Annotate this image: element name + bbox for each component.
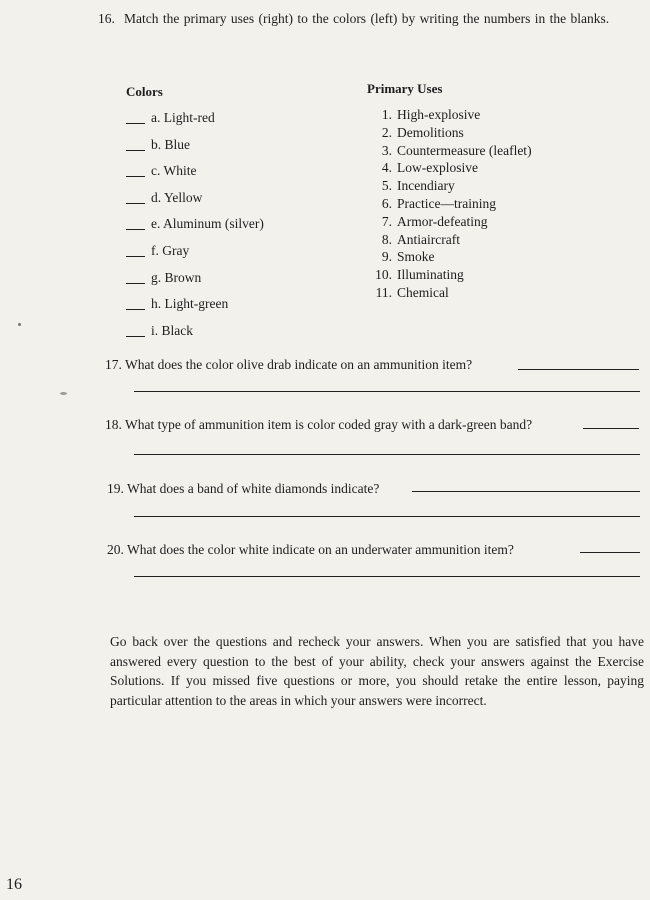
question-16-number: 16. xyxy=(98,11,115,26)
color-label-e: e. Aluminum (silver) xyxy=(151,216,264,232)
answer-line-17a[interactable] xyxy=(518,369,639,370)
answer-blank-i[interactable] xyxy=(126,336,145,337)
answer-blank-b[interactable] xyxy=(126,150,145,151)
use-item-7: 7. Armor-defeating xyxy=(381,213,488,229)
answer-blank-g[interactable] xyxy=(126,283,145,284)
answer-blank-f[interactable] xyxy=(126,256,145,257)
color-label-f: f. Gray xyxy=(151,242,190,258)
question-19 xyxy=(107,481,379,497)
answer-line-19a[interactable] xyxy=(412,491,640,492)
question-20 xyxy=(107,542,514,558)
question-18-number: 18. xyxy=(105,417,122,432)
answer-line-17b[interactable] xyxy=(134,391,640,392)
scan-speck xyxy=(60,392,67,395)
color-item-f xyxy=(126,240,264,267)
color-label-d: d. Yellow xyxy=(151,189,203,205)
color-item-c xyxy=(126,160,264,187)
color-label-i: i. Black xyxy=(151,322,193,338)
use-item-6: 6. Practice—training xyxy=(381,195,496,211)
scan-speck xyxy=(18,323,21,326)
answer-blank-a[interactable] xyxy=(126,123,145,124)
answer-blank-c[interactable] xyxy=(126,176,145,177)
use-item-4: 4. Low-explosive xyxy=(381,160,478,176)
color-label-c: c. White xyxy=(151,163,197,179)
question-17 xyxy=(105,357,472,373)
page-number: 16 xyxy=(6,876,22,893)
use-item-3: 3. Countermeasure (leaflet) xyxy=(381,142,532,158)
answer-line-18b[interactable] xyxy=(134,454,640,455)
question-20-number: 20. xyxy=(107,542,124,557)
use-item-2: 2. Demolitions xyxy=(381,124,464,140)
closing-instructions: Go back over the questions and recheck your answers. When you are satisfied that you have answered every question to the best of your ability, check your answers against the Exercise Solutions. If you missed five questions or more, you should retake the entire lesson, paying particular attention to the areas in which your answers were incorrect. xyxy=(110,634,644,708)
color-item-h xyxy=(126,293,264,320)
primary-uses-header: Primary Uses xyxy=(367,81,443,96)
color-label-a: a. Light-red xyxy=(151,110,215,125)
question-19-number: 19. xyxy=(107,481,124,496)
question-16 xyxy=(98,4,633,33)
question-17-number: 17. xyxy=(105,357,122,372)
question-20-text: What does the color white indicate on an underwater ammunition item? xyxy=(127,542,514,557)
answer-blank-h[interactable] xyxy=(126,309,145,310)
use-item-8: 8. Antiaircraft xyxy=(381,231,460,247)
color-label-h: h. Light-green xyxy=(151,296,229,312)
question-18 xyxy=(105,417,532,433)
use-item-5: 5. Incendiary xyxy=(381,178,455,194)
color-label-g: g. Brown xyxy=(151,269,202,285)
answer-blank-e[interactable] xyxy=(126,229,145,230)
use-item-11: 11. Chemical xyxy=(375,284,449,300)
answer-blank-d[interactable] xyxy=(126,203,145,204)
question-19-text: What does a band of white diamonds indicate? xyxy=(127,481,380,496)
question-18-text: What type of ammunition item is color coded gray with a dark-green band? xyxy=(125,417,533,432)
color-item-b xyxy=(126,134,264,161)
primary-uses-list xyxy=(372,106,532,302)
colors-list xyxy=(126,107,264,346)
colors-header: Colors xyxy=(126,84,163,99)
color-item-d xyxy=(126,187,264,214)
answer-line-20b[interactable] xyxy=(134,576,640,577)
use-item-1: 1. High-explosive xyxy=(381,107,481,122)
color-label-b: b. Blue xyxy=(151,136,190,152)
question-16-text: Match the primary uses (right) to the colors (left) by writing the numbers in the blanks. xyxy=(124,11,610,26)
question-17-text: What does the color olive drab indicate on an ammunition item? xyxy=(125,357,473,372)
color-item-a xyxy=(126,107,264,134)
color-item-e xyxy=(126,213,264,240)
answer-line-18a[interactable] xyxy=(583,428,639,429)
use-item-10: 10. Illuminating xyxy=(375,267,464,283)
color-item-g xyxy=(126,267,264,294)
color-item-i xyxy=(126,320,264,347)
use-item-9: 9. Smoke xyxy=(381,249,435,265)
answer-line-19b[interactable] xyxy=(134,516,640,517)
answer-line-20a[interactable] xyxy=(580,552,640,553)
